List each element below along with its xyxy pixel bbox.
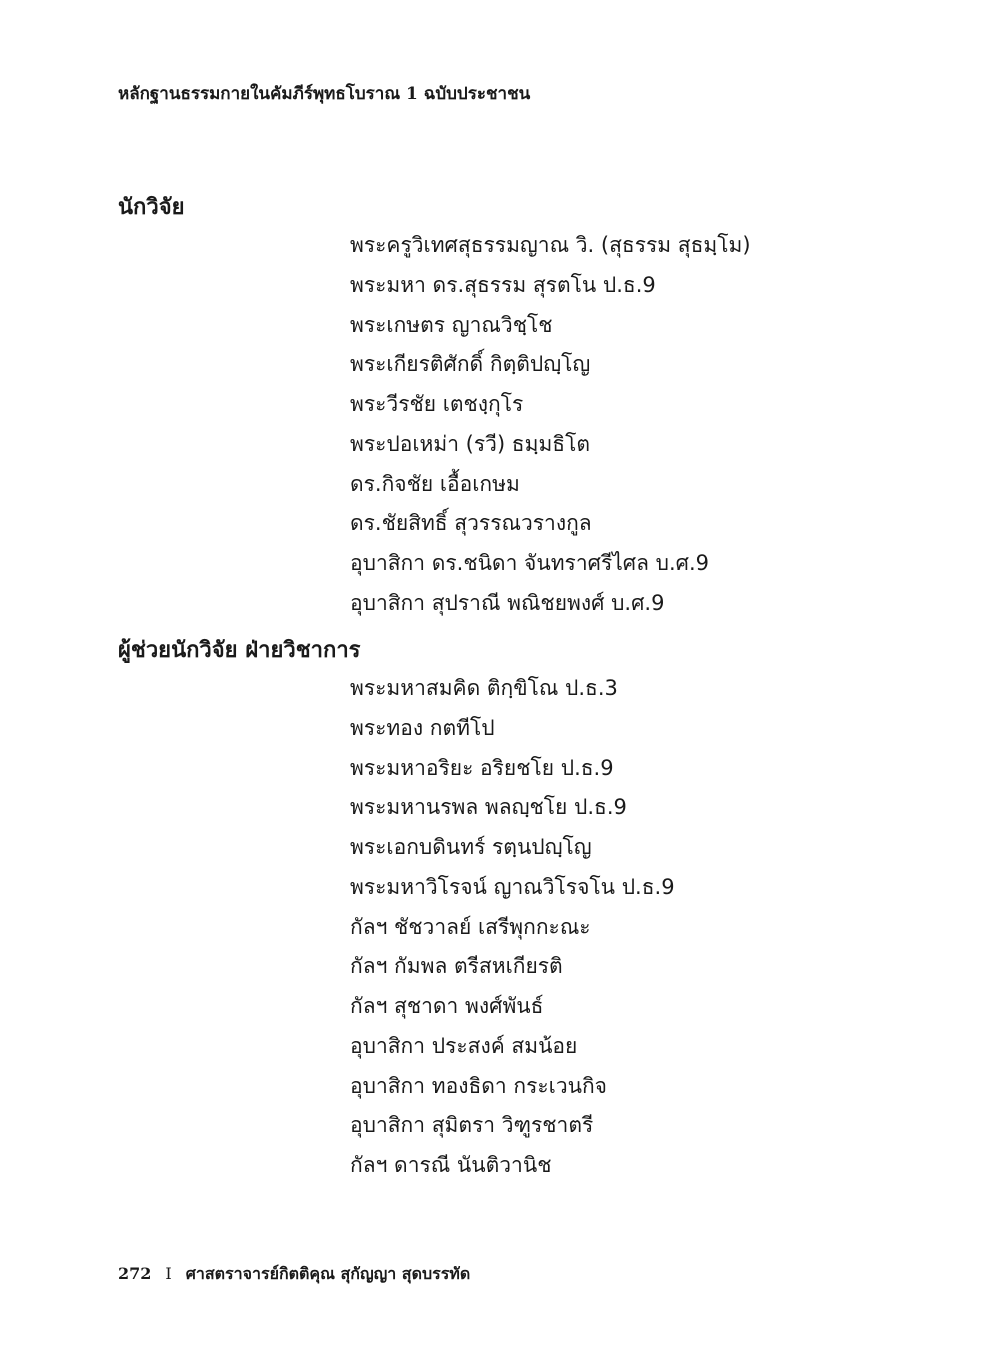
running-header: หลักฐานธรรมกายในคัมภีร์พุทธโบราณ 1 ฉบับประชาชน	[118, 84, 531, 104]
assistant-name: พระมหาอริยะ อริยชโย ป.ธ.9	[350, 755, 614, 780]
assistant-name: กัลฯ ชัชวาลย์ เสรีพุกกะณะ	[350, 914, 591, 939]
assistant-name: พระเอกบดินทร์ รตฺนปญฺโญ	[350, 835, 592, 859]
researcher-name: อุบาสิกา สุปราณี พณิชยพงศ์ บ.ศ.9	[350, 590, 665, 615]
assistant-name: กัลฯ ดารณี นันติวานิช	[350, 1153, 552, 1177]
researcher-name: ดร.กิจชัย เอื้อเกษม	[350, 471, 520, 496]
assistant-name: พระมหาวิโรจน์ ญาณวิโรจโน ป.ธ.9	[350, 874, 675, 899]
assistant-name: อุบาสิกา สุมิตรา วิฑูรชาตรี	[350, 1113, 594, 1138]
researcher-name: พระวีรชัย เตชงฺกุโร	[350, 392, 524, 416]
researcher-name: พระเกียรติศักดิ์ กิตฺติปญฺโญ	[350, 352, 591, 377]
researcher-name: พระเกษตร ญาณวิชฺโช	[350, 312, 553, 337]
footer-author: ศาสตราจารย์กิตติคุณ สุกัญญา สุดบรรทัด	[185, 1264, 471, 1283]
page-number: 272	[118, 1264, 152, 1283]
researcher-name: พระปอเหม่า (รวี) ธมฺมธิโต	[350, 431, 591, 456]
researcher-name: พระครูวิเทศสุธรรมญาณ วิ. (สุธรรม สุธมฺโม)	[350, 233, 751, 257]
researcher-name: อุบาสิกา ดร.ชนิดา จันทราศรีไศล บ.ศ.9	[350, 551, 710, 575]
assistant-name: พระมหานรพล พลญฺชโย ป.ธ.9	[350, 795, 627, 820]
researcher-list	[350, 226, 751, 624]
footer-separator: I	[165, 1264, 172, 1283]
researcher-name: ดร.ชัยสิทธิ์ สุวรรณวรางกูล	[350, 511, 592, 536]
section-heading-researchers: นักวิจัย	[118, 195, 185, 220]
assistant-name: อุบาสิกา ทองธิดา กระเวนกิจ	[350, 1073, 607, 1098]
section-heading-assistants: ผู้ช่วยนักวิจัย ฝ่ายวิชาการ	[118, 638, 361, 663]
page-footer	[118, 1262, 470, 1287]
assistant-name: พระทอง กตทีโป	[350, 715, 495, 740]
assistant-name: กัลฯ กัมพล ตรีสหเกียรติ	[350, 954, 563, 979]
assistant-name: กัลฯ สุชาดา พงศ์พันธ์	[350, 994, 544, 1018]
assistant-name: อุบาสิกา ประสงค์ สมน้อย	[350, 1033, 578, 1058]
researcher-name: พระมหา ดร.สุธรรม สุรตโน ป.ธ.9	[350, 272, 656, 297]
assistant-list	[350, 669, 675, 1186]
assistant-name: พระมหาสมคิด ติกฺขิโณ ป.ธ.3	[350, 676, 618, 700]
